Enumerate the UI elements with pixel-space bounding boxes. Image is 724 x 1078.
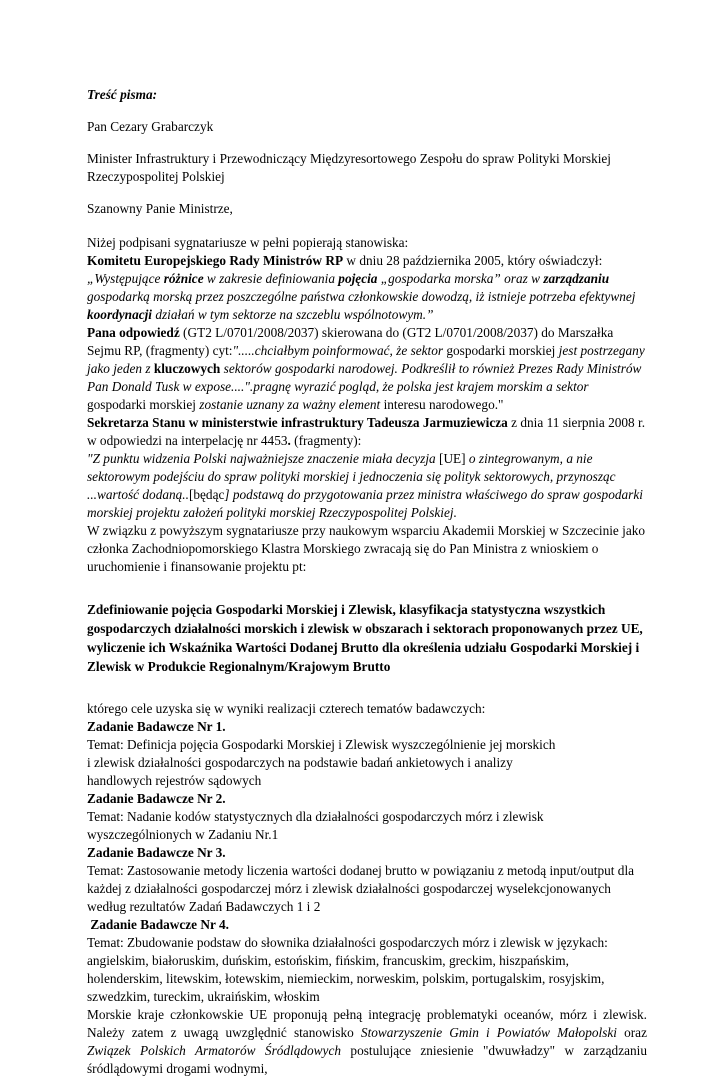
text-run: zarządzaniu [543, 271, 610, 286]
text-run: gospodarką morską przez poszczególne państwa członkowskie dowodzą, iż istnieje potrzeba efektywnej [87, 289, 636, 304]
text-run: [będąc [188, 487, 225, 502]
text-run: różnice [163, 271, 204, 286]
task-title: Zadanie Badawcze Nr 3. [87, 845, 226, 860]
letter-page [87, 86, 647, 1078]
text-run: jest postrzegany jako jeden z [87, 343, 645, 376]
text-run: oraz [616, 1025, 647, 1040]
text-run: "Z punktu widzenia Polski [87, 451, 230, 466]
task-topic: Temat: Nadanie kodów statystycznych dla działalności gospodarczych mórz i zlewisk wyszczególnionych w Zadaniu Nr.1 [87, 809, 544, 842]
text-run: sektorów gospodarki narodowej. Podkreślił to również Prezes Rady Ministrów Pan Donald Tusk w expose....".pragnę wyrazić pogląd, że polska jest krajem morskim a sektor [87, 361, 642, 394]
task-topic: Temat: Definicja pojęcia Gospodarki Morskiej i Zlewisk wyszczególnienie jej morskich i zlewisk działalności gospodarczych na podstawie badań ankietowych i analizy handlowych rejestrów sądowych [87, 737, 556, 788]
quote-secretary-text [87, 450, 647, 522]
text-run: [UE] [435, 451, 469, 466]
request-paragraph: W związku z powyższym sygnatariusze przy naukowym wsparciu Akademii Morskiej w Szczecinie jako członka Zachodniopomorskiego Klastra Morskiego zwracają się do Pan Ministra z wnioskiem o uruchomienie i finansowanie projektu pt: [87, 523, 646, 574]
text-run: gospodarki morskiej [443, 343, 559, 358]
task-title: Zadanie Badawcze Nr 1. [87, 719, 226, 734]
text-run: Stowarzyszenie Gmin i Powiatów Małopolski [360, 1025, 617, 1040]
quote-minister-answer [87, 324, 647, 414]
text-run: a nie sektorowym podejściu do spraw polityki morskiej i jednoczenia się polityk sektorowych, przynosząc ...wartość dodaną.. [87, 451, 616, 502]
text-run: (fragmenty): [290, 433, 362, 448]
task-title: Zadanie Badawcze Nr 4. [87, 917, 229, 932]
text-run: interesu narodowego." [380, 397, 504, 412]
goals-intro: którego cele uzyska się w wyniki realizacji czterech tematów badawczych: [87, 701, 486, 716]
text-run: o zintegrowanym, [468, 451, 567, 466]
text-run: Związek Polskich Armatorów Śródlądowych [87, 1043, 342, 1058]
text-run: najważniejsze znaczenie miała decyzja [229, 451, 436, 466]
text-run: kluczowych [153, 361, 221, 376]
intro-line: Niżej podpisani sygnatariusze w pełni popierają stanowiska: [87, 235, 409, 250]
final-paragraph [87, 1006, 647, 1078]
text-run: pojęcia [338, 271, 378, 286]
text-run: „gospodarka morska” oraz w [377, 271, 544, 286]
text-run: Pana odpowiedź [87, 325, 180, 340]
text-run: Morskie kraje członkowskie UE proponują pełną integrację problematyki oceanów, mórz i zlewisk. Należy zatem z uwagą uwzględnić stanowisko [87, 1007, 647, 1040]
text-run: ".....chciałbym poinformować, że sektor [232, 343, 444, 358]
text-run: z dnia 11 sierpnia 2008 r. w odpowiedzi na interpelację nr 4453 [87, 415, 646, 448]
recipient-name: Pan Cezary Grabarczyk [87, 119, 214, 134]
text-run: w dniu 28 października 2005, który oświadczył: [343, 253, 603, 268]
text-run: gospodarki morskiej [87, 397, 200, 412]
task-topic: Temat: Zbudowanie podstaw do słownika działalności gospodarczych mórz i zlewisk w językach: angielskim, białoruskim, duńskim, estońskim, fińskim, francuskim, greckim, hiszpańskim, holenderskim, litewskim, łotewskim, niemieckim, norweskim, polskim, portugalskim, rosyjskim, szwedzkim, tureckim, ukraińskim, włoskim [87, 935, 608, 1004]
text-run: postulujące zniesienie "dwuwładzy" w zarządzaniu śródlądowymi drogami wodnymi, [87, 1043, 647, 1076]
letter-heading: Treść pisma: [87, 87, 158, 102]
text-run: działań w tym sektorze na szczeblu wspólnotowym.” [152, 307, 434, 322]
project-title: Zdefiniowanie pojęcia Gospodarki Morskiej i Zlewisk, klasyfikacja statystyczna wszystkich gospodarczych działalności morskich i zlewisk w obszarach i sektorach proponowanych przez UE, wyliczenie ich Wskaźnika Wartości Dodanej Brutto dla określenia udziału Gospodarki Morskiej i Zlewisk w Produkcie Regionalnym/Krajowym Brutto [87, 602, 643, 674]
quote-secretary [87, 414, 647, 450]
task-topic: Temat: Zastosowanie metody liczenia wartości dodanej brutto w powiązaniu z metodą input/output dla każdej z działalności gospodarczej mórz i zlewisk działalności gospodarczej wyselekcjonowanych według rezultatów Zadań Badawczych 1 i 2 [87, 863, 635, 914]
text-run: . [287, 433, 291, 448]
text-run: ] podstawą do przygotowania przez ministra właściwego do spraw gospodarki morskiej projektu założeń polityki morskiej Rzeczypospolitej Polskiej. [87, 487, 643, 520]
text-run: w zakresie definiowania [203, 271, 339, 286]
quote-committee [87, 252, 647, 324]
task-title: Zadanie Badawcze Nr 2. [87, 791, 226, 806]
text-run: Komitetu Europejskiego Rady Ministrów RP [87, 253, 344, 268]
recipient-title: Minister Infrastruktury i Przewodniczący Międzyresortowego Zespołu do spraw Polityki Morskiej Rzeczypospolitej Polskiej [87, 151, 612, 184]
task-list [87, 718, 647, 1006]
greeting: Szanowny Panie Ministrze, [87, 201, 233, 216]
text-run: „Występujące [87, 271, 164, 286]
text-run: (GT2 L/0701/2008/2037) skierowana do (GT2 L/0701/2008/2037) do Marszałka Sejmu RP, (fragmenty) cyt: [87, 325, 614, 358]
text-run: zostanie uznany za ważny element [199, 397, 381, 412]
text-run: koordynacji [87, 307, 153, 322]
text-run: Sekretarza Stanu w ministerstwie infrastruktury Tadeusza Jarmuziewicza [87, 415, 508, 430]
